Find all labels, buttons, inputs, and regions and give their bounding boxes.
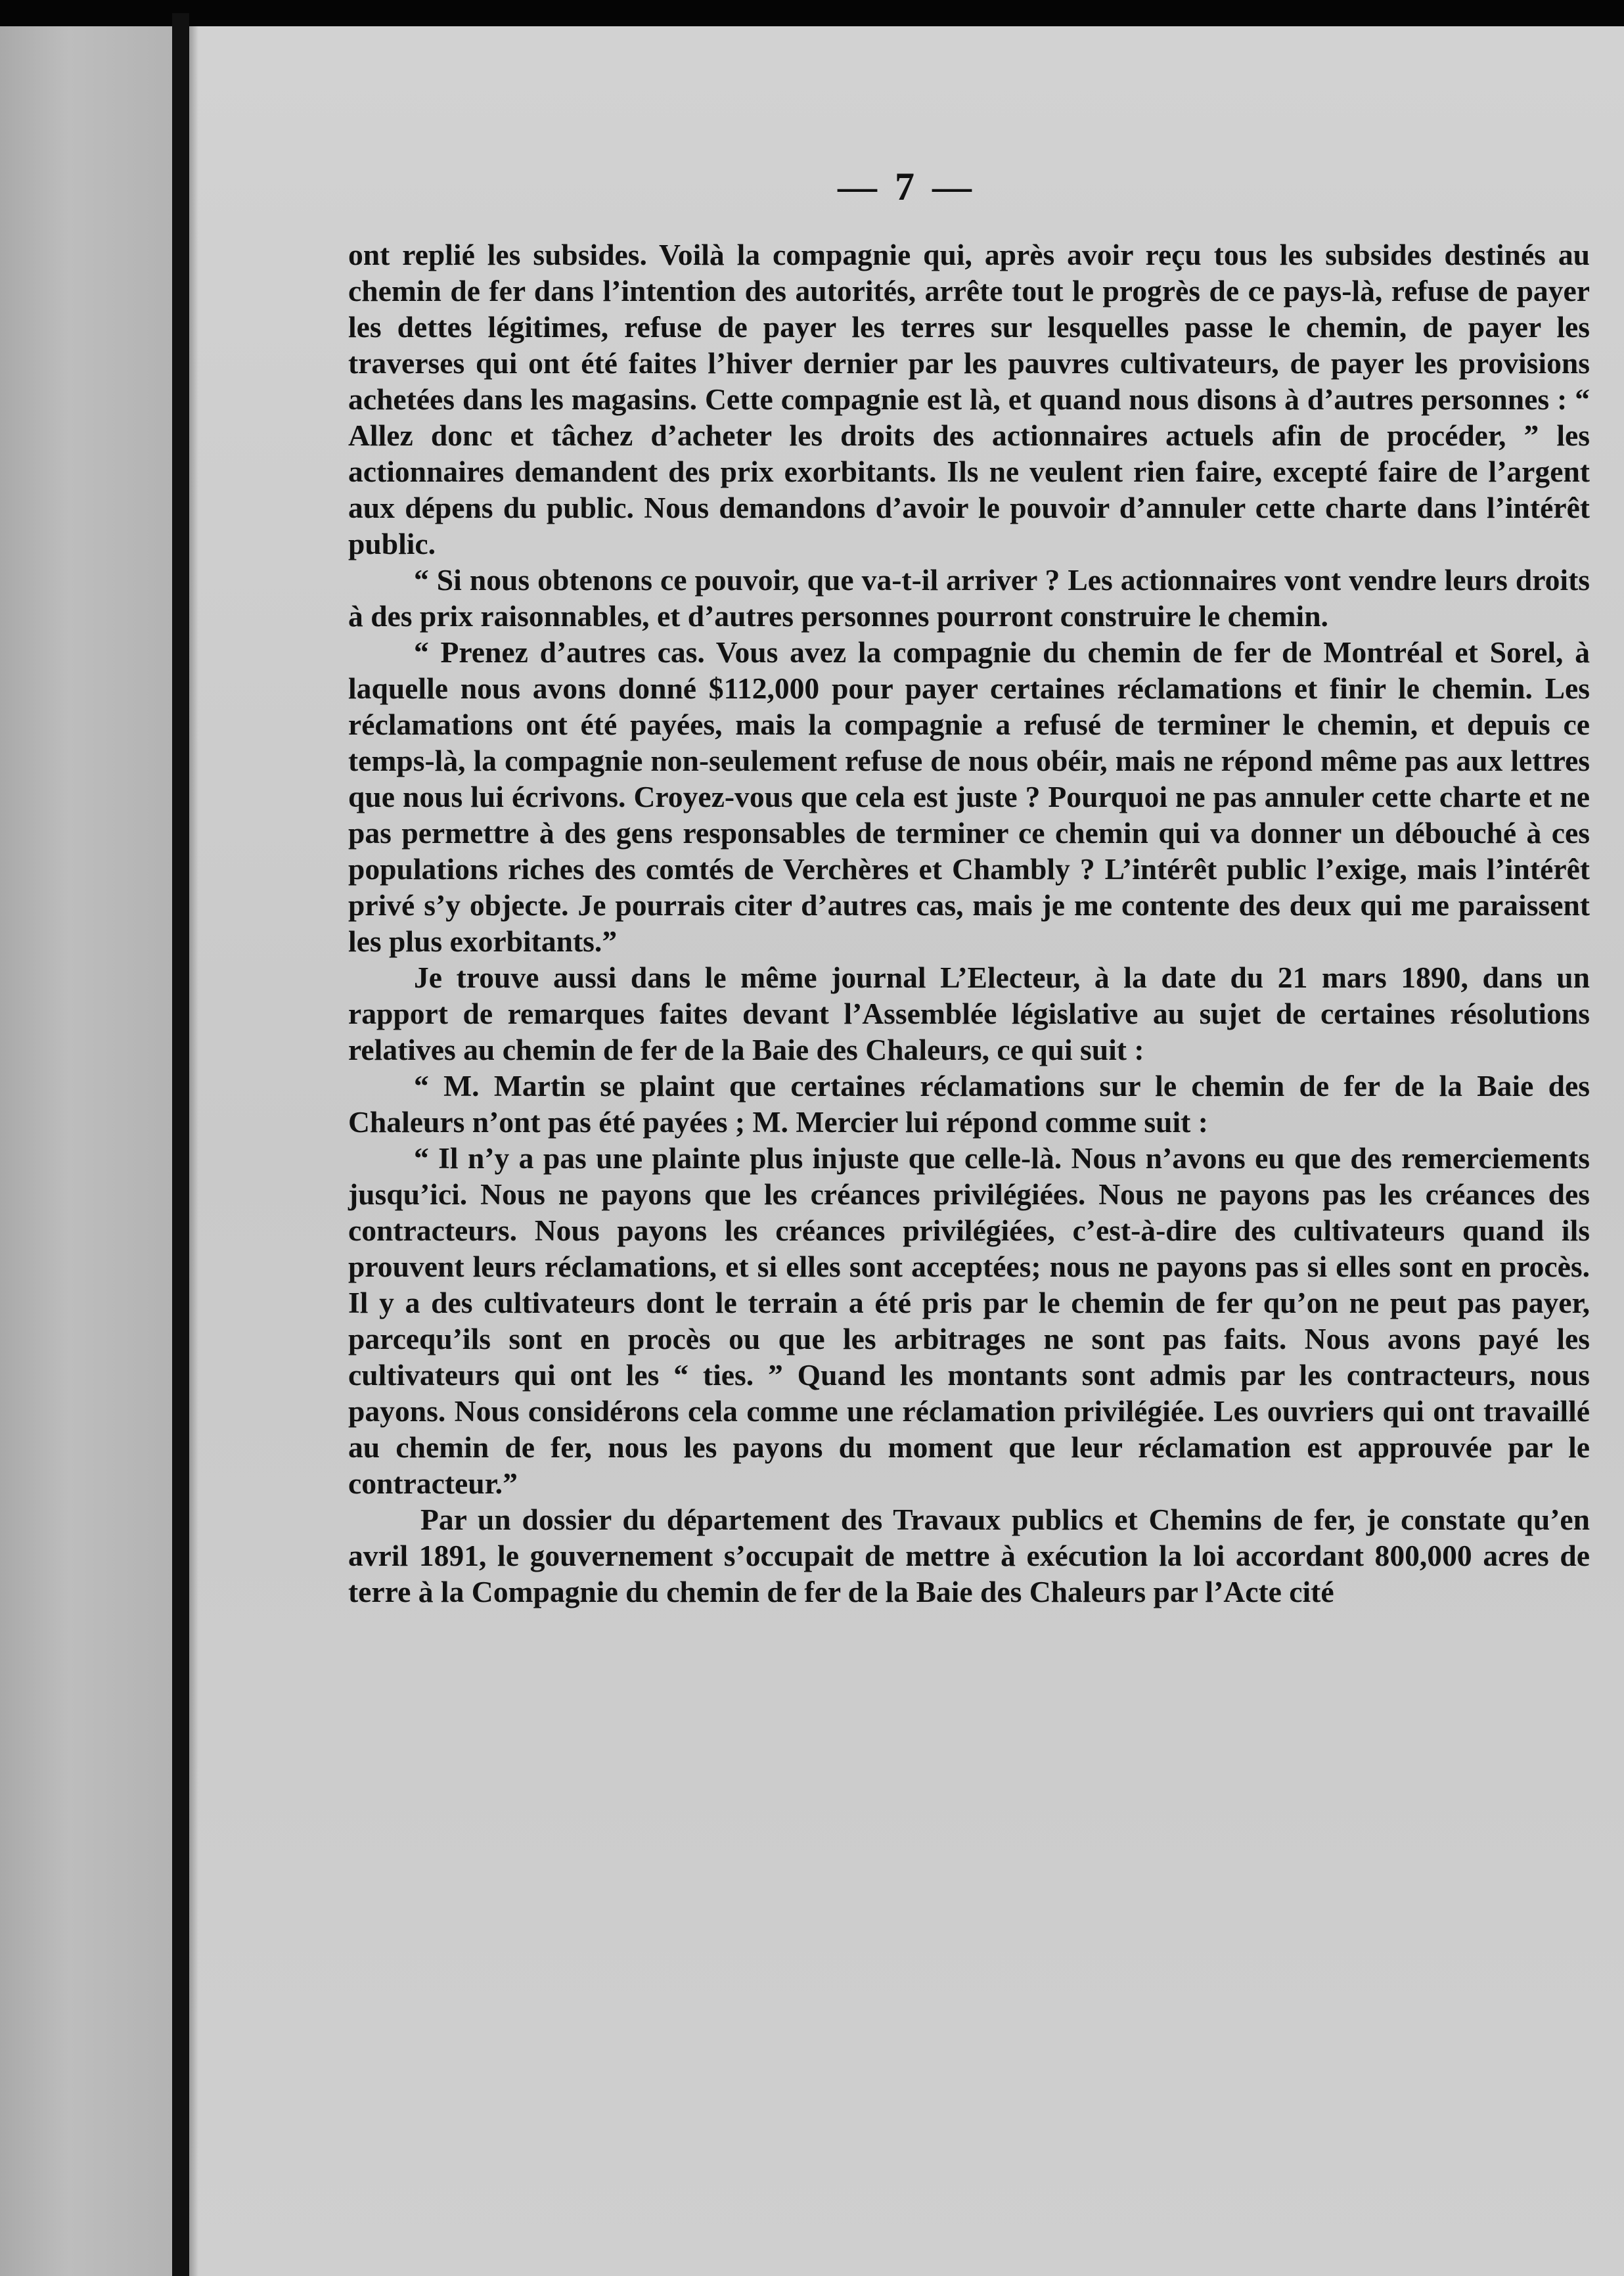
document-page xyxy=(189,26,1624,2276)
paragraph: “ M. Martin se plaint que certaines réclamations sur le chemin de fer de la Baie des Chaleurs n’ont pas été payées ; M. Mercier lui répond comme suit : xyxy=(348,1069,1590,1139)
previous-page-strip xyxy=(0,26,172,2276)
paragraph: “ Si nous obtenons ce pouvoir, que va-t-il arriver ? Les actionnaires vont vendre leurs droits à des prix raisonnables, et d’autres personnes pourront construire le chemin. xyxy=(348,563,1590,633)
body-text xyxy=(348,237,1590,1610)
paragraph: Je trouve aussi dans le même journal L’Electeur, à la date du 21 mars 1890, dans un rapport de remarques faites devant l’Assemblée législative au sujet de certaines résolutions relatives au chemin de fer de la Baie des Chaleurs, ce qui suit : xyxy=(348,961,1590,1066)
page-number: — 7 — xyxy=(838,165,976,208)
page-gutter xyxy=(172,13,189,2276)
paragraph: Par un dossier du département des Travaux publics et Chemins de fer, je constate qu’en avril 1891, le gouvernement s’occupait de mettre à exécution la loi accordant 800,000 acres de terre à la Compagnie du chemin de fer de la Baie des Chaleurs par l’Acte cité xyxy=(348,1503,1590,1608)
paragraph: “ Prenez d’autres cas. Vous avez la compagnie du chemin de fer de Montréal et Sorel, à laquelle nous avons donné $112,000 pour payer certaines réclamations et finir le chemin. Les réclamations ont été payées, mais la compagnie a refusé de terminer le chemin, et depuis ce temps-là, la compagnie non-seulement refuse de nous obéir, mais ne répond même pas aux lettres que nous lui écrivons. Croyez-vous que cela est juste ? Pourquoi ne pas annuler cette charte et ne pas permettre à des gens responsables de terminer ce chemin qui va donner un débouché à ces populations riches des comtés de Verchères et Chambly ? L’intérêt public l’exige, mais l’intérêt privé s’y objecte. Je pourrais citer d’autres cas, mais je me contente des deux qui me paraissent les plus exorbitants.” xyxy=(348,635,1590,958)
paragraph: ont replié les subsides. Voilà la compagnie qui, après avoir reçu tous les subsides destinés au chemin de fer dans l’intention des autorités, arrête tout le progrès de ce pays-là, refuse de payer les dettes légitimes, refuse de payer les terres sur lesquelles passe le chemin, de payer les traverses qui ont été faites l’hiver dernier par les pauvres cultivateurs, de payer les provisions achetées dans les magasins. Cette compagnie est là, et quand nous disons à d’autres personnes : “ Allez donc et tâchez d’acheter les droits des actionnaires actuels afin de procéder, ” les actionnaires demandent des prix exorbitants. Ils ne veulent rien faire, excepté faire de l’argent aux dépens du public. Nous demandons d’avoir le pouvoir d’annuler cette charte dans l’intérêt public. xyxy=(348,238,1590,560)
page-edge-shadow xyxy=(189,26,198,2276)
paragraph: “ Il n’y a pas une plainte plus injuste que celle-là. Nous n’avons eu que des remerciements jusqu’ici. Nous ne payons que les créances privilégiées. Nous ne payons pas les créances des contracteurs. Nous payons les créances privilégiées, c’est-à-dire des cultivateurs quand ils prouvent leurs réclamations, et si elles sont acceptées; nous ne payons pas si elles sont en procès. Il y a des cultivateurs dont le terrain a été pris par le chemin de fer qu’on ne peut pas payer, parcequ’ils sont en procès ou que les arbitrages ne sont pas faits. Nous avons payé les cultivateurs qui ont les “ ties. ” Quand les montants sont admis par les contracteurs, nous payons. Nous considérons cela comme une réclamation privilégiée. Les ouvriers qui ont travaillé au chemin de fer, nous les payons du moment que leur réclamation est approuvée par le contracteur.” xyxy=(348,1141,1590,1500)
microfilm-border xyxy=(0,0,1624,26)
